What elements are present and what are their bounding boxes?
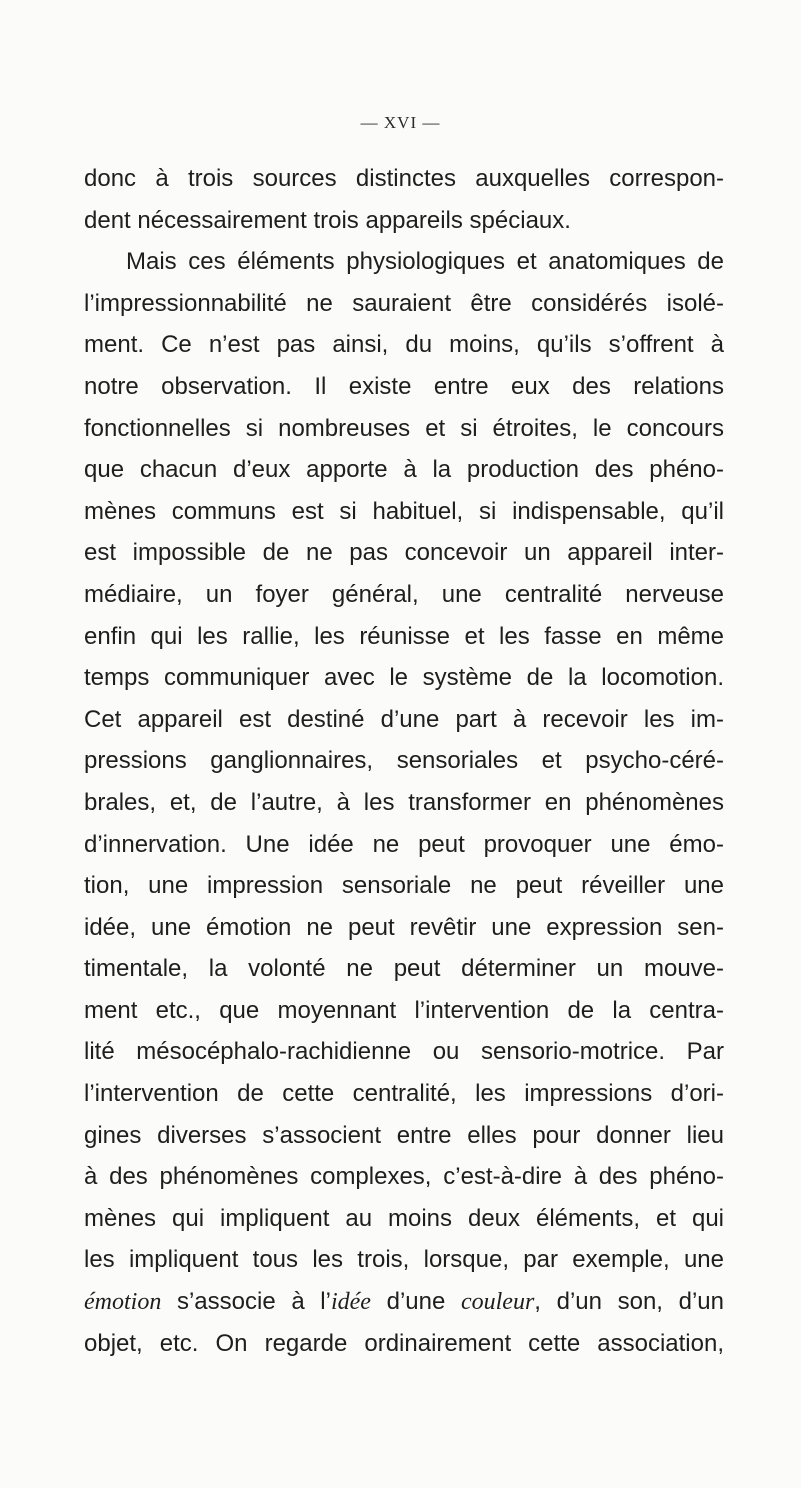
text-line: enfin qui les rallie, les réunisse et les fasse en même [84,622,724,650]
text-line: Mais ces éléments physiologiques et anatomiques de [126,248,724,276]
page-number-header: — XVI — [360,113,441,132]
text-line: les impliquent tous les trois, lorsque, par exemple, une [84,1246,724,1274]
text-line: l’impressionnabilité ne sauraient être considérés isolé- [84,289,724,317]
text-line: idée, une émotion ne peut revêtir une expression sen- [84,913,724,941]
text-line: ment. Ce n’est pas ainsi, du moins, qu’ils s’offrent à [84,331,724,359]
text-line: d’innervation. Une idée ne peut provoquer une émo- [84,830,724,858]
text-line: pressions ganglionnaires, sensoriales et psycho-céré- [84,747,724,775]
text-fragment: d’une [370,1288,461,1316]
body-text [84,158,724,1364]
text-line: médiaire, un foyer général, une centralité nerveuse [84,580,724,608]
text-line: temps communiquer avec le système de la locomotion. [84,664,724,692]
text-line: lité mésocéphalo-rachidienne ou sensorio-motrice. Par [84,1038,724,1066]
text-line: ment etc., que moyennant l’intervention de la centra- [84,996,724,1024]
text-line: fonctionnelles si nombreuses et si étroites, le concours [84,414,724,442]
text-line-mixed [84,1281,724,1323]
text-line: à des phénomènes complexes, c’est-à-dire à des phéno- [84,1163,724,1191]
text-line: timentale, la volonté ne peut déterminer un mouve- [84,955,724,983]
text-line: est impossible de ne pas concevoir un appareil inter- [84,539,724,567]
text-line: tion, une impression sensoriale ne peut réveiller une [84,872,724,900]
text-line: mènes communs est si habituel, si indispensable, qu’il [84,497,724,525]
text-line: dent nécessairement trois appareils spéciaux. [84,206,571,234]
text-line: Cet appareil est destiné d’une part à recevoir les im- [84,705,724,733]
text-fragment: s’associe à l’ [161,1288,331,1316]
text-line: que chacun d’eux apporte à la production des phéno- [84,456,724,484]
text-line: mènes qui impliquent au moins deux éléments, et qui [84,1204,724,1232]
text-line: brales, et, de l’autre, à les transformer en phénomènes [84,788,724,816]
italic-word-idee: idée [330,1289,371,1316]
text-fragment: , d’un son, d’un [534,1288,724,1316]
text-line: donc à trois sources distinctes auxquelles correspon- [84,165,724,192]
text-line: l’intervention de cette centralité, les impressions d’ori- [84,1080,724,1108]
text-line: notre observation. Il existe entre eux des relations [84,372,724,400]
italic-word-couleur: couleur [460,1289,535,1316]
text-line: gines diverses s’associent entre elles pour donner lieu [84,1121,724,1149]
italic-word-emotion: émotion [84,1289,162,1316]
text-line: objet, etc. On regarde ordinairement cette association, [84,1329,724,1357]
